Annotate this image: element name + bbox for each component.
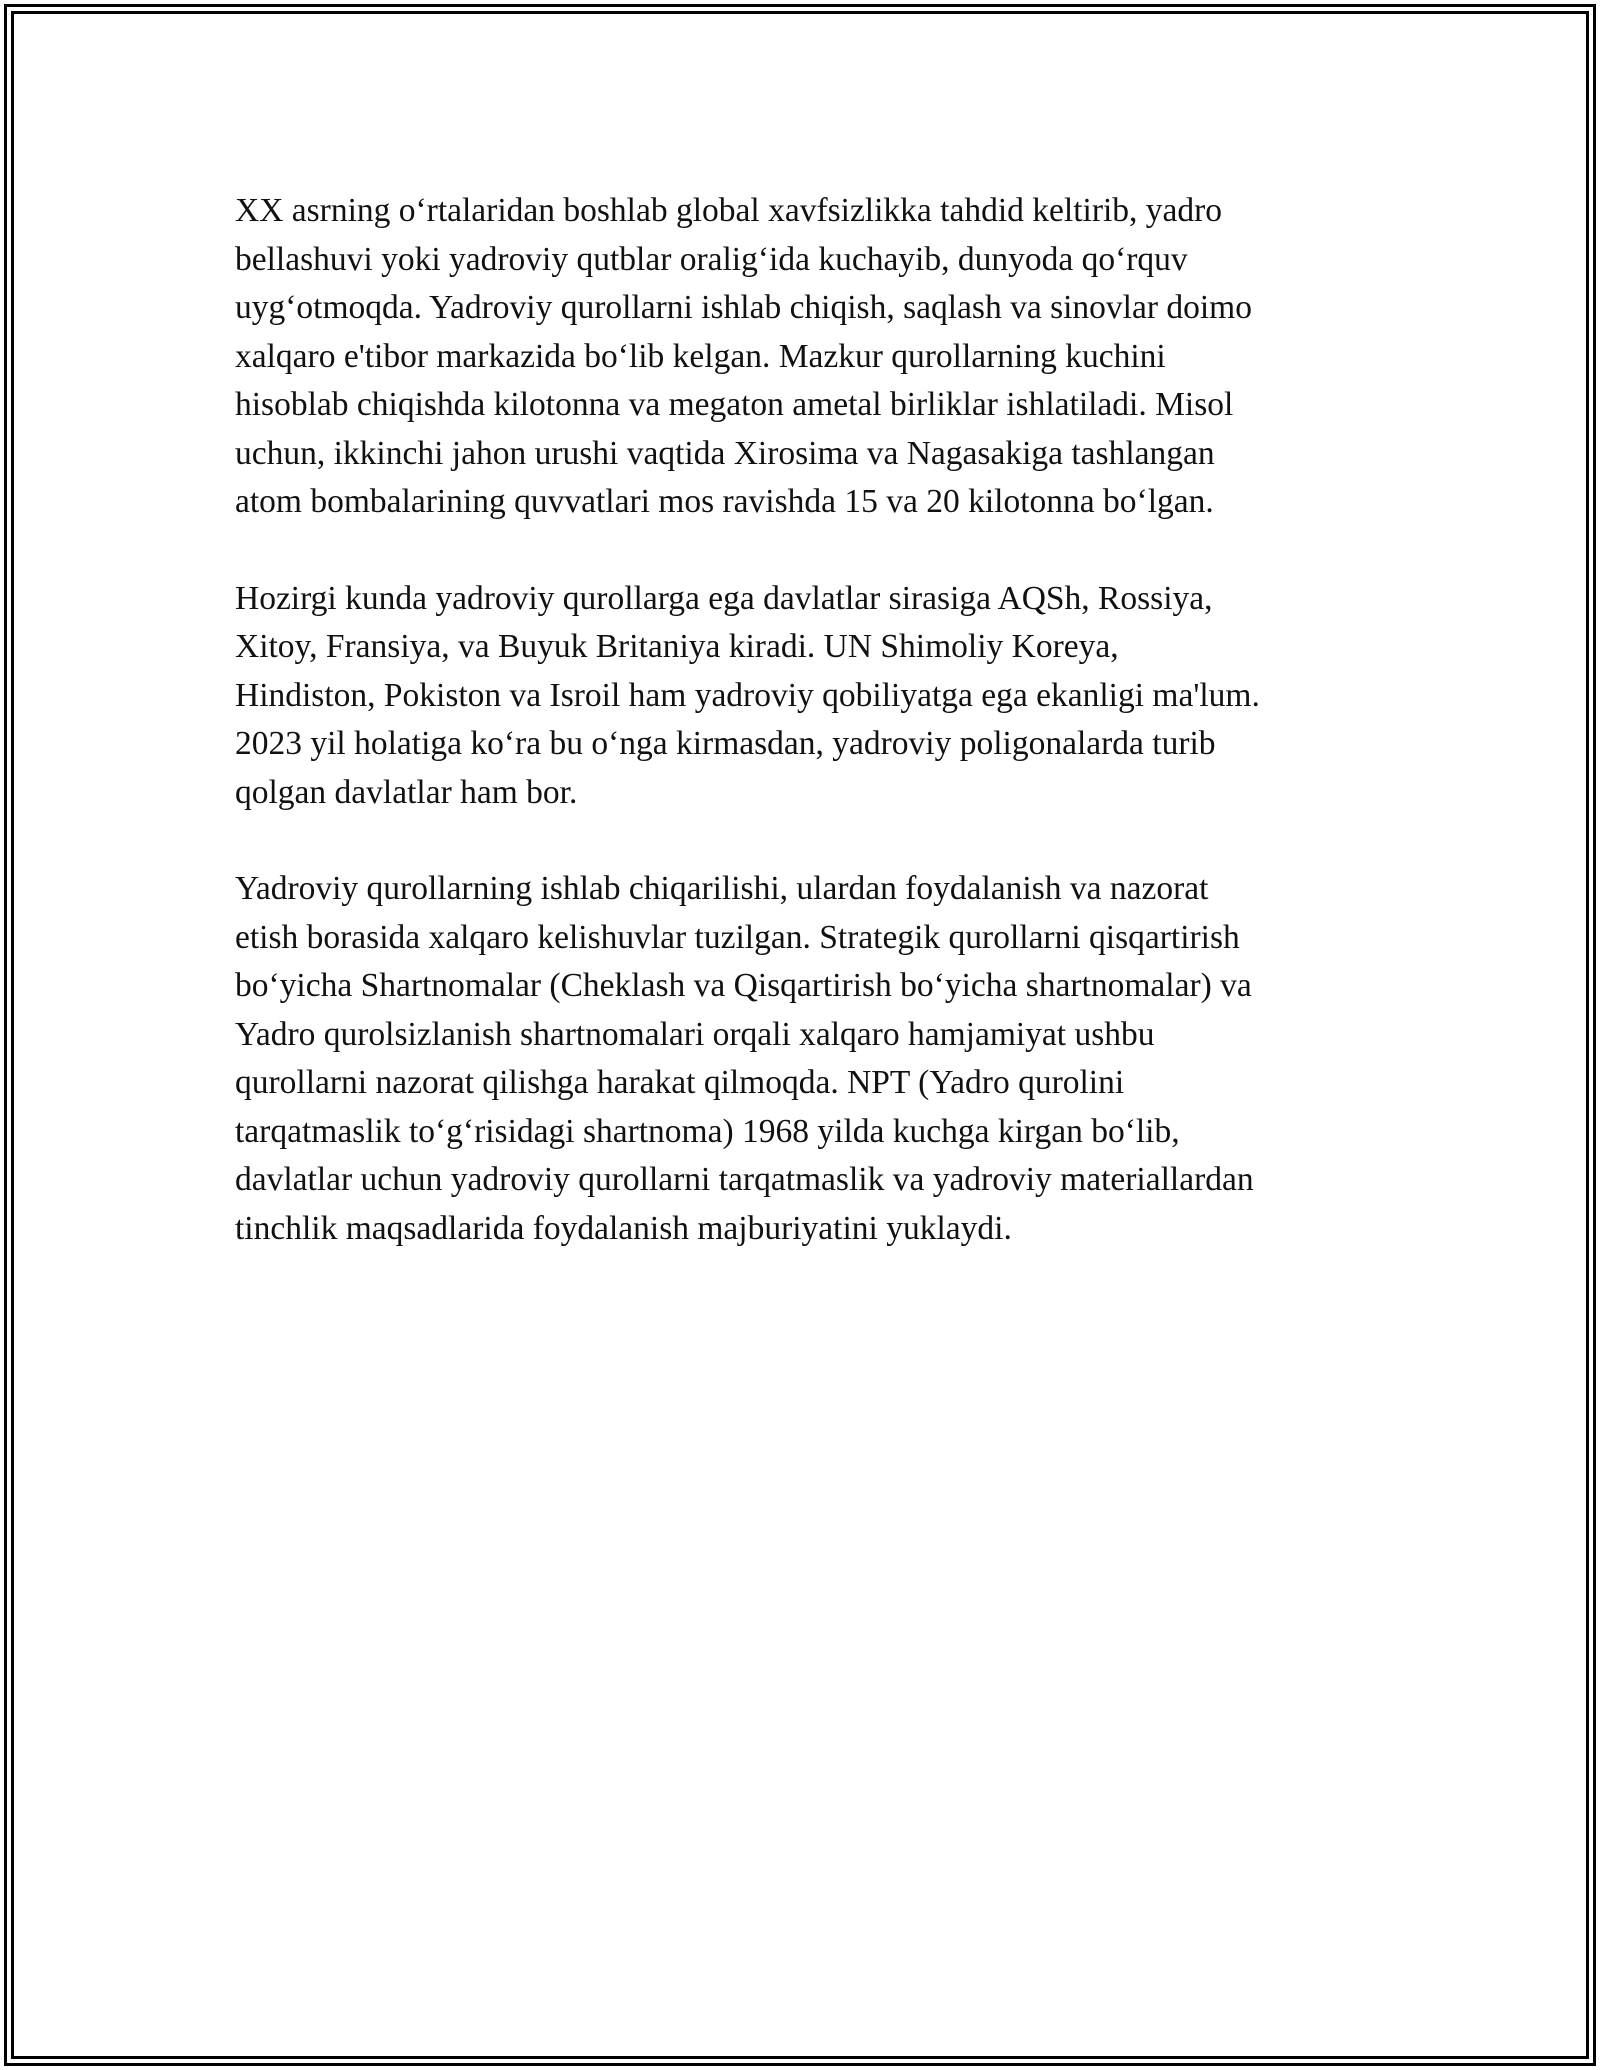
paragraph-3: Yadroviy qurollarning ishlab chiqarilishi, ulardan foydalanish va nazorat etish borasida xalqaro kelishuvlar tuzilgan. Strategik qurollarni qisqartirish bo‘yicha Shartnomalar (Cheklash va Qisqartirish bo‘yicha shartnomalar) va Yadro qurolsizlanish shartnomalari orqali xalqaro hamjamiyat ushbu qurollarni nazorat qilishga harakat qilmoqda. NPT (Yadro qurolini tarqatmaslik to‘g‘risidagi shartnoma) 1968 yilda kuchga kirgan bo‘lib, davlatlar uchun yadroviy qurollarni tarqatmaslik va yadroviy materiallardan tinchlik maqsadlarida foydalanish majburiyatini yuklaydi. bbox=[235, 870, 1254, 1247]
paragraph-1: XX asrning o‘rtalaridan boshlab global xavfsizlikka tahdid keltirib, yadro bellashuvi yoki yadroviy qutblar oralig‘ida kuchayib, dunyoda qo‘rquv uyg‘otmoqda. Yadroviy qurollarni ishlab chiqish, saqlash va sinovlar doimo xalqaro e'tibor markazida bo‘lib kelgan. Mazkur qurollarning kuchini hisoblab chiqishda kilotonna va megaton ametal birliklar ishlatiladi. Misol uchun, ikkinchi jahon urushi vaqtida Xirosima va Nagasakiga tashlangan atom bombalarining quvvatlari mos ravishda 15 va 20 kilotonna bo‘lgan. bbox=[235, 192, 1252, 520]
paragraph-2: Hozirgi kunda yadroviy qurollarga ega davlatlar sirasiga AQSh, Rossiya, Xitoy, Fransiya, va Buyuk Britaniya kiradi. UN Shimoliy Koreya, Hindiston, Pokiston va Isroil ham yadroviy qobiliyatga ega ekanligi ma'lum. 2023 yil holatiga ko‘ra bu o‘nga kirmasdan, yadroviy poligonalarda turib qolgan davlatlar ham bor. bbox=[235, 579, 1260, 811]
document-body bbox=[235, 187, 1365, 1301]
